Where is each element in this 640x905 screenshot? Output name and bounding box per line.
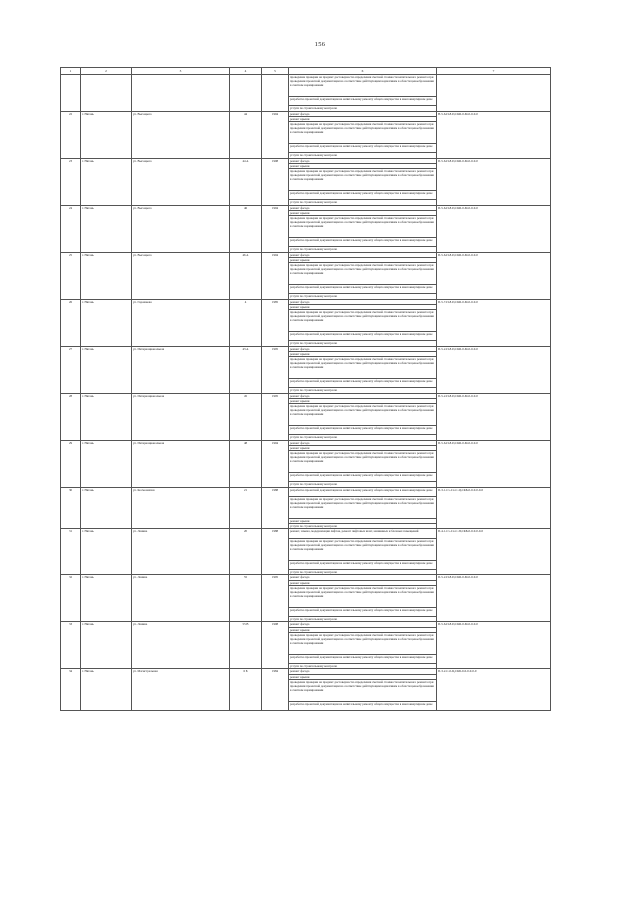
work-type-cell: проведение проверки на предмет достоверности определения сметной стоимости капитального ремонта при проведении проектной документации на соответствие действующим нормативам в области ценообразования в сметном нормировании <box>289 122 437 144</box>
record-city: г. Нягань <box>81 669 132 711</box>
record-number: 27 <box>61 346 81 393</box>
repair-program-table <box>60 67 551 711</box>
record-number: 31 <box>61 529 81 575</box>
work-type-cell: разработка проектной документации на капитальному ремонту общего имущества в многоквартирном доме <box>289 191 437 200</box>
work-type-cell: разработка проектной документации на капитальному ремонту общего имущества в многоквартирном доме <box>289 332 437 341</box>
work-type-cell: разработка проектной документации на капитальному ремонту общего имущества в многоквартирном доме <box>289 487 437 496</box>
record-city: г. Нягань <box>81 205 132 252</box>
work-type-cell: разработка проектной документации на капитальному ремонту общего имущества в многоквартирном доме <box>289 144 437 153</box>
record-year: 1998 <box>262 158 289 205</box>
record-number: 23 <box>61 158 81 205</box>
record-year: 1984 <box>262 669 289 711</box>
record-city: г. Нягань <box>81 346 132 393</box>
work-type-cell: услуги по строительному контролю <box>289 482 437 487</box>
record-number: 25 <box>61 252 81 299</box>
column-header: 7 <box>437 68 551 75</box>
work-type-cell: разработка проектной документации на капитальному ремонту общего имущества в многоквартирном доме <box>289 473 437 482</box>
work-type-cell: ремонт фасада <box>289 393 437 398</box>
work-type-cell: ремонт крыши <box>289 445 437 450</box>
record-code: П-5-2-П-8-П,СКБ-0-М-0-0-0-0 <box>437 393 551 440</box>
table-row <box>61 622 551 627</box>
page-number: 156 <box>314 41 326 48</box>
record-house: 44 <box>230 111 262 158</box>
record-street: ул. Высоцкого <box>132 158 230 205</box>
record-city: г. Нягань <box>81 111 132 158</box>
record-street: ул. Интернациональная <box>132 393 230 440</box>
work-type-cell: ремонт крыши <box>289 518 437 523</box>
work-type-cell: ремонт крыши <box>289 674 437 679</box>
work-type-cell: проведение проверки на предмет достоверности определения сметной стоимости капитального ремонта при проведении проектной документации на соответствие действующим нормативам в области ценообразования в сметном нормировании <box>289 216 437 238</box>
work-type-cell: разработка проектной документации на капитальному ремонту общего имущества в многоквартирном доме <box>289 238 437 247</box>
table-row <box>61 158 551 163</box>
work-type-cell: услуги по строительному контролю <box>289 106 437 111</box>
work-type-cell: проведение проверки на предмет достоверности определения сметной стоимости капитального ремонта при проведении проектной документации на соответствие действующим нормативам в области ценообразования в сметном нормировании <box>289 263 437 285</box>
record-year: 1995 <box>262 393 289 440</box>
record-number: 30 <box>61 487 81 529</box>
carry-street <box>132 75 230 112</box>
work-type-cell: проведение проверки на предмет достоверности определения сметной стоимости капитального ремонта при проведении проектной документации на соответствие действующим нормативам в области ценообразования в сметном нормировании <box>289 496 437 518</box>
record-code: П-5-2-П-8-П,СКБ-0-М-0-0-0-0 <box>437 346 551 393</box>
work-type-cell: услуги по строительному контролю <box>289 388 437 393</box>
work-type-cell: ремонт фасада <box>289 346 437 351</box>
record-street: ул. Высоцкого <box>132 111 230 158</box>
work-type-cell: ремонт крыши <box>289 304 437 309</box>
work-type-cell: ремонт крыши <box>289 163 437 168</box>
table-row <box>61 669 551 674</box>
record-number: 28 <box>61 393 81 440</box>
work-type-cell: ремонт фасада <box>289 252 437 257</box>
work-type-cell: ремонт крыши <box>289 351 437 356</box>
work-type-cell: ремонт фасада <box>289 158 437 163</box>
work-type-cell: услуги по строительному контролю <box>289 617 437 622</box>
table-row <box>61 575 551 580</box>
record-house: 55 <box>230 575 262 622</box>
record-year: 1988 <box>262 529 289 575</box>
record-street: ул. Магистральная <box>132 669 230 711</box>
record-city: г. Нягань <box>81 299 132 346</box>
work-type-cell: разработка проектной документации на капитальному ремонту общего имущества в многоквартирном доме <box>289 379 437 388</box>
record-street: ул. Ленина <box>132 529 230 575</box>
record-year: 1995 <box>262 575 289 622</box>
record-code: П-5-6-П-8-П,СКБ-0-М-0-0-0-0 <box>437 440 551 487</box>
record-code: Н-5-6-П-8-П,СКБ-0-М-0-0-0-0 <box>437 111 551 158</box>
record-city: г. Нягань <box>81 529 132 575</box>
record-number: 26 <box>61 299 81 346</box>
work-type-cell: услуги по строительному контролю <box>289 664 437 669</box>
carry-house <box>230 75 262 112</box>
record-code: П-5-6-П-8-П,СКБ-0-М-0-0-0-0 <box>437 158 551 205</box>
record-number: 32 <box>61 575 81 622</box>
work-type-cell: ремонт фасада <box>289 111 437 116</box>
record-code: П-3-1-Сэ-Сх-С-Ц,СКБ-0-0-0-0-0-0 <box>437 487 551 529</box>
work-type-cell: услуги по строительному контролю <box>289 341 437 346</box>
work-type-cell: услуги по строительному контролю <box>289 200 437 205</box>
work-type-cell: услуги по строительному контролю <box>289 153 437 158</box>
record-house: 6 Б <box>230 669 262 711</box>
column-header: 5 <box>262 68 289 75</box>
work-type-cell: разработка проектной документации на капитальному ремонту общего имущества в многоквартирном доме <box>289 654 437 663</box>
record-city: г. Нягань <box>81 622 132 669</box>
work-type-cell: ремонт крыши <box>289 580 437 585</box>
work-type-cell: проведение проверки на предмет достоверности определения сметной стоимости капитального ремонта при проведении проектной документации на соответствие действующим нормативам в области ценообразования в сметном нормировании <box>289 538 437 560</box>
work-type-cell: ремонт фасада <box>289 575 437 580</box>
work-type-cell: услуги по строительному контролю <box>289 435 437 440</box>
record-street: ул. Ленина <box>132 622 230 669</box>
record-city: г. Нягань <box>81 393 132 440</box>
record-street: ул. Космонавтов <box>132 487 230 529</box>
record-year: 1998 <box>262 622 289 669</box>
record-house: 46 <box>230 205 262 252</box>
work-type-cell: ремонт крыши <box>289 210 437 215</box>
record-code: П-5-6-П-8-П,СКБ-0-М-0-0-0-0 <box>437 205 551 252</box>
work-type-cell: ремонт крыши <box>289 398 437 403</box>
work-type-cell: разработка проектной документации на капитальному ремонту общего имущества в многоквартирном доме <box>289 426 437 435</box>
carry-code <box>437 75 551 112</box>
table-row <box>61 252 551 257</box>
record-code: П-5-6-П-8-П,СКБ-0-М-0-0-0-0 <box>437 622 551 669</box>
record-year: 1985 <box>262 299 289 346</box>
work-type-cell: проведение проверки на предмет достоверности определения сметной стоимости капитального ремонта при проведении проектной документации на соответствие действующим нормативам в области ценообразования в сметном нормировании <box>289 585 437 607</box>
table-body <box>61 68 551 711</box>
table-row <box>61 487 551 496</box>
record-street: ул. Горошкова <box>132 299 230 346</box>
carry-year <box>262 75 289 112</box>
column-header: 4 <box>230 68 262 75</box>
record-city: г. Нягань <box>81 252 132 299</box>
record-number: 33 <box>61 622 81 669</box>
work-type-cell: проведение проверки на предмет достоверности определения сметной стоимости капитального ремонта при проведении проектной документации на соответствие действующим нормативам в области ценообразования в сметном нормировании <box>289 75 437 97</box>
work-type-cell: разработка проектной документации на капитальному ремонту общего имущества в многоквартирном доме <box>289 285 437 294</box>
record-year: 1994 <box>262 111 289 158</box>
work-type-cell: услуги по строительному контролю <box>289 247 437 252</box>
work-type-cell: проведение проверки на предмет достоверности определения сметной стоимости капитального ремонта при проведении проектной документации на соответствие действующим нормативам в области ценообразования в сметном нормировании <box>289 169 437 191</box>
column-header: 1 <box>61 68 81 75</box>
work-type-cell: проведение проверки на предмет достоверности определения сметной стоимости капитального ремонта при проведении проектной документации на соответствие действующим нормативам в области ценообразования в сметном нормировании <box>289 357 437 379</box>
column-header-row <box>61 68 551 75</box>
table-row <box>61 393 551 398</box>
record-number: 22 <box>61 111 81 158</box>
record-house: 46 А <box>230 252 262 299</box>
work-type-cell: разработка проектной документации на капитальному ремонту общего имущества в многоквартирном доме <box>289 607 437 616</box>
column-header: 6 <box>289 68 437 75</box>
record-year: 1994 <box>262 440 289 487</box>
work-type-cell: ремонт фасада <box>289 299 437 304</box>
work-type-cell: ремонт крыши <box>289 257 437 262</box>
column-header: 2 <box>81 68 132 75</box>
carry-num <box>61 75 81 112</box>
record-number: 34 <box>61 669 81 711</box>
table-row <box>61 75 551 97</box>
record-year: 1988 <box>262 487 289 529</box>
column-header: 3 <box>132 68 230 75</box>
work-type-cell: услуги по строительному контролю <box>289 294 437 299</box>
table-row <box>61 440 551 445</box>
record-code: П-5-6-П-8-П,СКБ-0-М-0-0-0-0 <box>437 252 551 299</box>
record-city: г. Нягань <box>81 575 132 622</box>
work-type-cell: ремонт фасада <box>289 622 437 627</box>
record-code: П-4-1-Сэ-Сх-С-П,СКБ-0-0-0-0-0-0 <box>437 529 551 575</box>
work-type-cell: проведение проверки на предмет достоверности определения сметной стоимости капитального ремонта при проведении проектной документации на соответствие действующим нормативам в области ценообразования в сметном нормировании <box>289 632 437 654</box>
work-type-cell: ремонт фасада <box>289 440 437 445</box>
record-house: 48 <box>230 440 262 487</box>
work-type-cell: ремонт крыши <box>289 627 437 632</box>
record-street: ул. Ленина <box>132 575 230 622</box>
table-row <box>61 111 551 116</box>
record-city: г. Нягань <box>81 440 132 487</box>
work-type-cell: разработка проектной документации на капитальному ремонту общего имущества в многоквартирном доме <box>289 97 437 106</box>
table-row <box>61 529 551 538</box>
work-type-cell: услуги по строительному контролю <box>289 524 437 529</box>
record-house: 20 <box>230 529 262 575</box>
table-row <box>61 299 551 304</box>
work-type-cell: проведение проверки на предмет достоверности определения сметной стоимости капитального ремонта при проведении проектной документации на соответствие действующим нормативам в области ценообразования в сметном нормировании <box>289 679 437 701</box>
record-house: 4 <box>230 299 262 346</box>
record-house: 43 А <box>230 346 262 393</box>
table-row <box>61 346 551 351</box>
record-year: 1994 <box>262 205 289 252</box>
work-type-cell: разработка проектной документации на капитальному ремонту общего имущества в многоквартирном доме <box>289 701 437 710</box>
record-street: ул. Высоцкого <box>132 205 230 252</box>
record-code: П-5-7-П-8-П,СКБ-0-М-0-0-0-0 <box>437 299 551 346</box>
work-type-cell: разработка проектной документации на капитальному ремонту общего имущества в многоквартирном доме <box>289 560 437 569</box>
record-code: П-3-2-С-0-Ц,СКБ-0-0-0-0-0-0 <box>437 669 551 711</box>
work-type-cell: ремонт, замена, модернизация лифтов, ремонт лифтовых шахт, машинных и блочных помещений <box>289 529 437 538</box>
work-type-cell: проведение проверки на предмет достоверности определения сметной стоимости капитального ремонта при проведении проектной документации на соответствие действующим нормативам в области ценообразования в сметном нормировании <box>289 404 437 426</box>
record-city: г. Нягань <box>81 158 132 205</box>
record-city: г. Нягань <box>81 487 132 529</box>
record-year: 1994 <box>262 252 289 299</box>
record-street: ул. Высоцкого <box>132 252 230 299</box>
record-number: 29 <box>61 440 81 487</box>
carry-city <box>81 75 132 112</box>
table-row <box>61 205 551 210</box>
repair-program-table-container <box>60 67 550 877</box>
record-code: П-5-2-П-8-П,СКБ-0-М-0-0-0-0 <box>437 575 551 622</box>
work-type-cell: ремонт фасада <box>289 669 437 674</box>
record-year: 1995 <box>262 346 289 393</box>
record-street: ул. Интернациональная <box>132 440 230 487</box>
record-house: 44 А <box>230 158 262 205</box>
record-street: ул. Интернациональная <box>132 346 230 393</box>
work-type-cell: ремонт фасада <box>289 205 437 210</box>
record-number: 24 <box>61 205 81 252</box>
work-type-cell: проведение проверки на предмет достоверности определения сметной стоимости капитального ремонта при проведении проектной документации на соответствие действующим нормативам в области ценообразования в сметном нормировании <box>289 310 437 332</box>
record-house: 21 <box>230 487 262 529</box>
record-house: 45 <box>230 393 262 440</box>
work-type-cell: проведение проверки на предмет достоверности определения сметной стоимости капитального ремонта при проведении проектной документации на соответствие действующим нормативам в области ценообразования в сметном нормировании <box>289 451 437 473</box>
work-type-cell: ремонт крыши <box>289 116 437 121</box>
work-type-cell: услуги по строительному контролю <box>289 570 437 575</box>
record-house: 55 В <box>230 622 262 669</box>
